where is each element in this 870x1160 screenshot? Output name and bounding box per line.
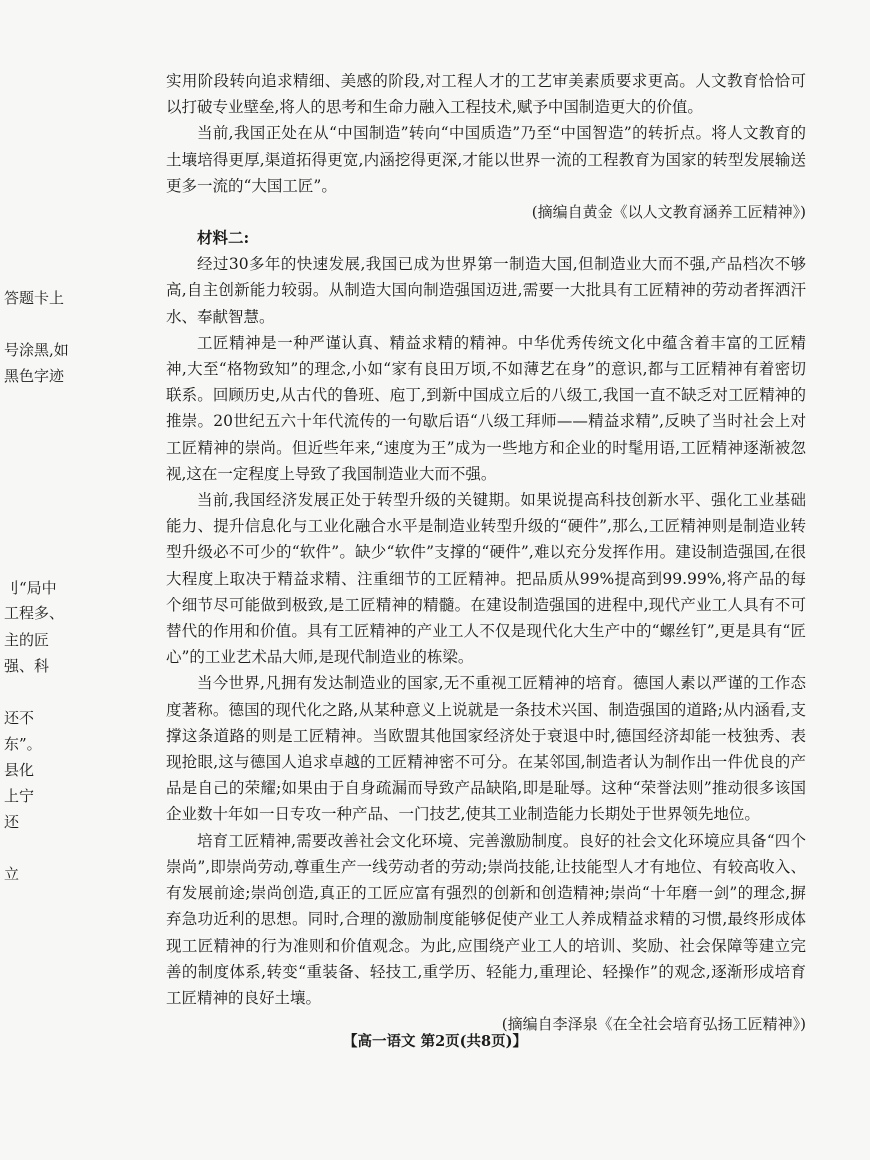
material2-paragraph: 当前,我国经济发展正处于转型升级的关键期。如果说提高科技创新水平、强化工业基础能力、提升信息化与工业化融合水平是制造业转型升级的“硬件”,那么,工匠精神则是制造业转型升级必不可少的“软件”。缺少“软件”支撑的“硬件”,难以充分发挥作用。建设制造强国,在很大程度上取决于精益求精、注重细节的工匠精神。把品质从99%提高到99.99%,将产品的每个细节尽可能做到极致,是工匠精神的精髓。在建设制造强国的进程中,现代产业工人具有不可替代的作用和价值。具有工匠精神的产业工人不仅是现代化大生产中的“螺丝钉”,更是具有“匠心”的工业艺术品大师,是现代制造业的栋梁。 <box>166 491 806 667</box>
left-margin-fragments <box>0 0 80 1160</box>
material2-paragraph: 工匠精神是一种严谨认真、精益求精的精神。中华优秀传统文化中蕴含着丰富的工匠精神,大至“格物致知”的理念,小如“家有良田万顷,不如薄艺在身”的意识,都与工匠精神有着密切联系。回顾历史,从古代的鲁班、庖丁,到新中国成立后的八级工,我国一直不缺乏对工匠精神的推崇。20世纪五六十年代流传的一句歇后语“八级工拜师——精益求精”,反映了当时社会上对工匠精神的崇尚。但近些年来,“速度为王”成为一些地方和企业的时髦用语,工匠精神逐渐被忽视,这在一定程度上导致了我国制造业大而不强。 <box>166 333 806 483</box>
margin-fragment: 黑色字迹 <box>4 367 65 385</box>
exam-page-body <box>166 68 806 1037</box>
source-citation-1: (摘编自黄金《以人文教育涵养工匠精神》) <box>531 203 806 222</box>
margin-fragment: 县化 <box>4 761 35 779</box>
material1-paragraph: 实用阶段转向追求精细、美感的阶段,对工程人才的工艺审美素质要求更高。人文教育恰恰可以打破专业壁垒,将人的思考和生命力融入工程技术,赋予中国制造更大的价值。 <box>166 72 806 117</box>
margin-fragment: 上宁 <box>4 787 35 805</box>
margin-fragment: 还 <box>4 813 20 831</box>
margin-fragment: 强、科 <box>4 657 50 675</box>
page-footer: 【高一语文 第2页(共8页)】 <box>343 1033 527 1050</box>
margin-fragment: 工程多、 <box>4 604 65 622</box>
margin-fragment: 号涂黑,如 <box>4 341 69 359</box>
margin-fragment: 刂“局中 <box>4 579 57 597</box>
margin-fragment: 主的匠 <box>4 631 50 649</box>
margin-fragment: 立 <box>4 865 20 883</box>
margin-fragment: 答题卡上 <box>4 289 65 307</box>
material2-paragraph: 经过30多年的快速发展,我国已成为世界第一制造大国,但制造业大而不强,产品档次不够高,自主创新能力较弱。从制造大国向制造强国迈进,需要一大批具有工匠精神的劳动者挥洒汗水、奉献智慧。 <box>166 255 806 326</box>
margin-fragment: 还不 <box>4 709 35 727</box>
material2-paragraph: 培育工匠精神,需要改善社会文化环境、完善激励制度。良好的社会文化环境应具备“四个崇尚”,即崇尚劳动,尊重生产一线劳动者的劳动;崇尚技能,让技能型人才有地位、有较高收入、有发展前途;崇尚创造,真正的工匠应富有强烈的创新和创造精神;崇尚“十年磨一剑”的理念,摒弃急功近利的思想。同时,合理的激励制度能够促使产业工人养成精益求精的习惯,最终形成体现工匠精神的行为准则和价值观念。为此,应围绕产业工人的培训、奖励、社会保障等建立完善的制度体系,转变“重装备、轻技工,重学历、轻能力,重理论、轻操作”的观念,逐渐形成培育工匠精神的良好土壤。 <box>166 831 806 1007</box>
source-citation-2: (摘编自李泽泉《在全社会培育弘扬工匠精神》) <box>501 1015 806 1034</box>
material2-paragraph: 当今世界,凡拥有发达制造业的国家,无不重视工匠精神的培育。德国人素以严谨的工作态度著称。德国的现代化之路,从某种意义上说就是一条技术兴国、制造强国的道路;从内涵看,支撑这条道路的则是工匠精神。当欧盟其他国家经济处于衰退中时,德国经济却能一枝独秀、表现抢眼,这与德国人追求卓越的工匠精神密不可分。在某邻国,制造者认为制作出一件优良的产品是自己的荣耀;如果由于自身疏漏而导致产品缺陷,即是耻辱。这种“荣誉法则”推动很多该国企业数十年如一日专攻一种产品、一门技艺,使其工业制造能力长期处于世界领先地位。 <box>166 674 806 824</box>
margin-fragment: 东”。 <box>4 735 42 753</box>
material1-paragraph: 当前,我国正处在从“中国制造”转向“中国质造”乃至“中国智造”的转折点。将人文教育的土壤培得更厚,渠道拓得更宽,内涵挖得更深,才能以世界一流的工程教育为国家的转型发展输送更多一流的“大国工匠”。 <box>166 124 806 195</box>
material2-heading: 材料二: <box>197 228 250 248</box>
